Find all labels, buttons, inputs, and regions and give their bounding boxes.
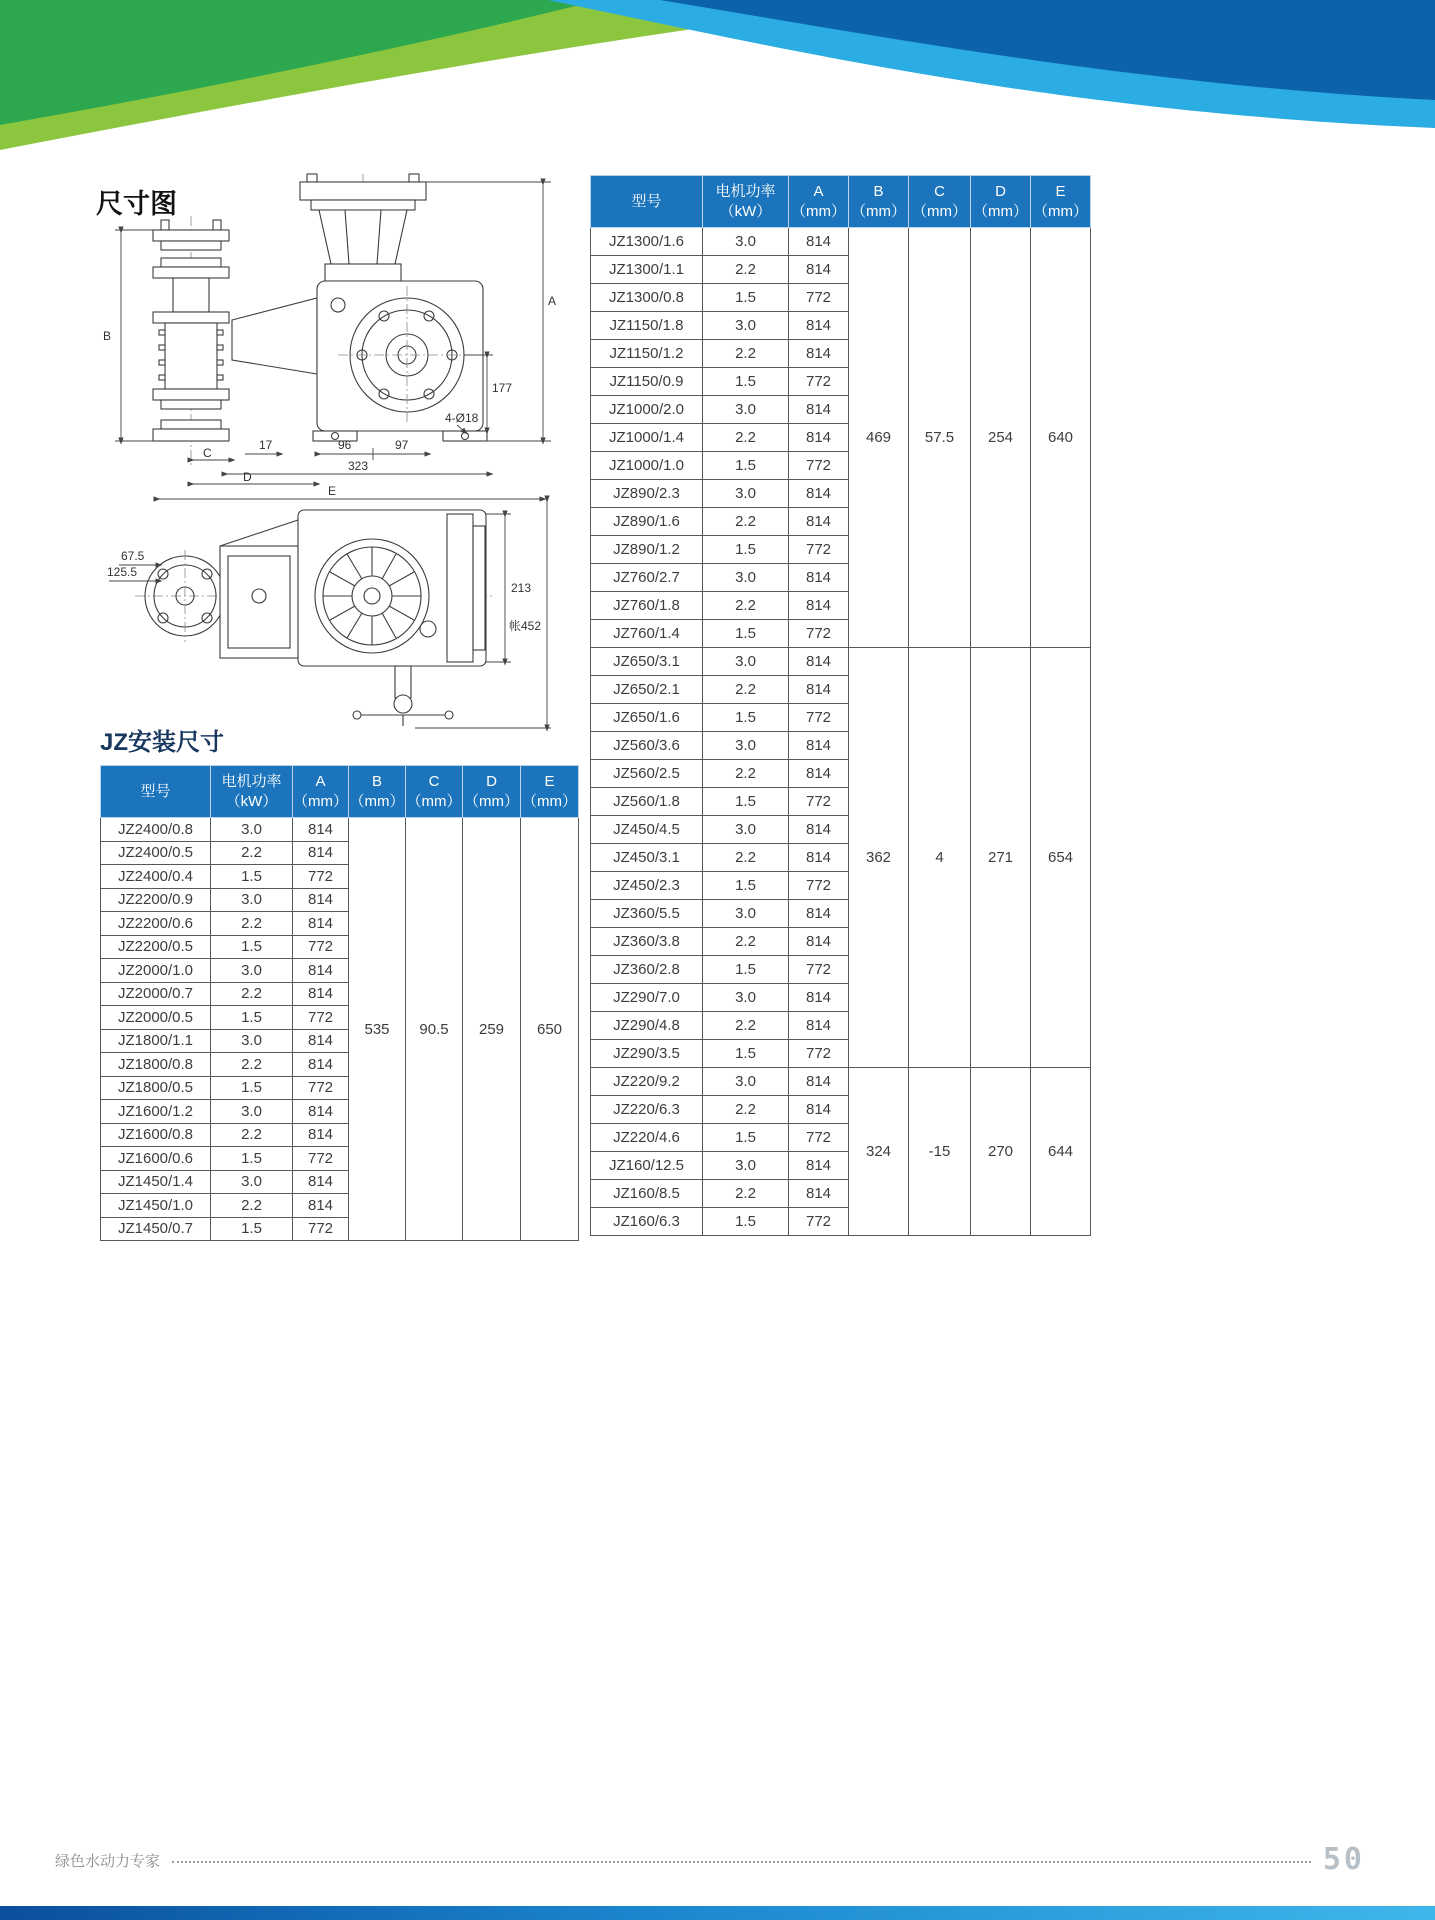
table-header [101,766,579,818]
cell-dim-d-merged: 270 [971,1068,1031,1236]
cell-dim-d-merged: 259 [463,818,521,1241]
cell-power: 2.2 [703,508,789,536]
cell-dim-a: 814 [293,818,349,842]
cell-model: JZ1600/1.2 [101,1100,211,1124]
table-row [591,1068,1091,1096]
cell-power: 1.5 [703,452,789,480]
cell-power: 3.0 [211,959,293,983]
cell-model: JZ560/2.5 [591,760,703,788]
cell-power: 3.0 [211,1029,293,1053]
cell-dim-a: 814 [789,228,849,256]
table-header [591,176,1091,228]
cell-model: JZ2000/0.7 [101,982,211,1006]
cell-dim-a: 814 [789,1180,849,1208]
cell-dim-a: 772 [789,536,849,564]
cell-dim-b-merged: 469 [849,228,909,648]
cell-model: JZ760/2.7 [591,564,703,592]
cell-dim-a: 772 [789,452,849,480]
cell-power: 2.2 [211,1053,293,1077]
cell-dim-d-merged: 254 [971,228,1031,648]
cell-dim-c-merged: 4 [909,648,971,1068]
cell-dim-a: 772 [789,704,849,732]
col-header-a: A （mm） [789,176,849,228]
cell-model: JZ890/1.6 [591,508,703,536]
col-header-model: 型号 [101,766,211,818]
cell-dim-a: 814 [789,312,849,340]
cell-model: JZ760/1.4 [591,620,703,648]
cell-dim-a: 814 [293,1123,349,1147]
cell-power: 3.0 [703,228,789,256]
cell-dim-c-merged: -15 [909,1068,971,1236]
cell-power: 1.5 [703,1040,789,1068]
cell-power: 2.2 [703,592,789,620]
cell-power: 1.5 [703,1124,789,1152]
dim-label-125: 125.5 [107,565,138,579]
cell-power: 1.5 [211,935,293,959]
bottom-valve [353,666,453,726]
cell-model: JZ1600/0.8 [101,1123,211,1147]
cell-model: JZ650/1.6 [591,704,703,732]
cell-model: JZ360/3.8 [591,928,703,956]
cell-dim-a: 772 [789,1040,849,1068]
cell-model: JZ2400/0.8 [101,818,211,842]
col-header-d: D （mm） [971,176,1031,228]
cell-model: JZ360/5.5 [591,900,703,928]
cell-model: JZ1600/0.6 [101,1147,211,1171]
reducer-cone [232,298,317,374]
cell-model: JZ760/1.8 [591,592,703,620]
cell-power: 3.0 [703,312,789,340]
dim-label-bolt: 4-Ø18 [445,411,479,425]
cell-dim-a: 814 [789,564,849,592]
cell-dim-a: 772 [293,865,349,889]
cell-model: JZ1300/1.1 [591,256,703,284]
cell-model: JZ220/4.6 [591,1124,703,1152]
install-table-right [590,175,1091,1236]
table-body [101,818,579,1241]
col-header-d: D （mm） [463,766,521,818]
page-title: 尺寸图 [96,189,177,219]
dim-label-213: 213 [511,581,532,595]
cell-power: 2.2 [211,1123,293,1147]
col-header-b: B （mm） [349,766,406,818]
dim-label-96: 96 [338,438,352,452]
cell-dim-a: 772 [293,1217,349,1241]
cell-dim-a: 814 [789,928,849,956]
cell-model: JZ360/2.8 [591,956,703,984]
page-number: 50 [1322,1842,1365,1877]
cell-dim-a: 814 [293,982,349,1006]
cell-dim-a: 814 [789,732,849,760]
cell-dim-a: 772 [789,620,849,648]
cell-dim-a: 814 [293,912,349,936]
cell-model: JZ650/2.1 [591,676,703,704]
cell-power: 2.2 [703,676,789,704]
cell-model: JZ1000/2.0 [591,396,703,424]
cell-dim-a: 814 [789,1068,849,1096]
cell-model: JZ890/2.3 [591,480,703,508]
cell-power: 2.2 [211,982,293,1006]
cell-dim-a: 814 [293,1170,349,1194]
cell-model: JZ450/2.3 [591,872,703,900]
cell-model: JZ1450/1.0 [101,1194,211,1218]
cell-dim-e-merged: 644 [1031,1068,1091,1236]
cell-dim-a: 814 [789,900,849,928]
cell-model: JZ2200/0.5 [101,935,211,959]
header-decoration [0,0,1435,170]
dim-label-177: 177 [492,381,513,395]
cell-dim-e-merged: 650 [521,818,579,1241]
cell-power: 1.5 [703,704,789,732]
col-header-a: A （mm） [293,766,349,818]
cell-model: JZ160/8.5 [591,1180,703,1208]
cell-power: 1.5 [703,536,789,564]
cell-power: 3.0 [703,480,789,508]
cell-model: JZ1000/1.0 [591,452,703,480]
col-header-power: 电机功率 （kW） [211,766,293,818]
cell-model: JZ650/3.1 [591,648,703,676]
cell-power: 3.0 [211,1100,293,1124]
cell-model: JZ450/4.5 [591,816,703,844]
cell-dim-b-merged: 535 [349,818,406,1241]
cell-model: JZ1150/1.8 [591,312,703,340]
cell-power: 3.0 [703,396,789,424]
footer-brand: 绿色水动力专家 [55,1852,161,1870]
cell-dim-a: 772 [789,872,849,900]
cell-power: 1.5 [703,284,789,312]
mounting-bracket [220,520,298,658]
cell-dim-a: 814 [789,676,849,704]
dimension-drawing [95,168,570,738]
cell-model: JZ1300/0.8 [591,284,703,312]
cell-model: JZ1300/1.6 [591,228,703,256]
gear-housing [298,510,486,666]
cell-dim-a: 814 [789,256,849,284]
cell-dim-b-merged: 324 [849,1068,909,1236]
cell-model: JZ290/4.8 [591,1012,703,1040]
cell-dim-a: 772 [789,1124,849,1152]
cell-power: 3.0 [703,732,789,760]
cell-power: 1.5 [211,1217,293,1241]
cell-power: 2.2 [703,1012,789,1040]
cell-power: 3.0 [703,1152,789,1180]
cell-dim-a: 772 [789,788,849,816]
bottom-accent-bar [0,1906,1435,1920]
cell-dim-b-merged: 362 [849,648,909,1068]
cell-model: JZ2400/0.5 [101,841,211,865]
cell-dim-c-merged: 90.5 [406,818,463,1241]
cell-power: 3.0 [211,818,293,842]
suction-pipe-assembly [153,216,229,468]
dim-label-B: B [103,329,112,343]
cell-dim-a: 772 [293,1076,349,1100]
cell-dim-a: 814 [789,648,849,676]
green-swoosh-dark [0,0,600,125]
cell-power: 1.5 [703,1208,789,1236]
cell-power: 1.5 [211,1076,293,1100]
table-row [591,648,1091,676]
footer-divider [172,1861,1311,1863]
cell-model: JZ2000/1.0 [101,959,211,983]
cell-model: JZ450/3.1 [591,844,703,872]
cell-power: 1.5 [211,865,293,889]
front-view [103,174,556,484]
cell-dim-a: 814 [293,841,349,865]
cell-model: JZ2000/0.5 [101,1006,211,1030]
cell-power: 2.2 [703,424,789,452]
cell-model: JZ290/7.0 [591,984,703,1012]
motor-mount [300,174,426,288]
cell-power: 3.0 [703,1068,789,1096]
cell-power: 2.2 [703,760,789,788]
cell-dim-a: 814 [293,1194,349,1218]
cell-model: JZ1450/1.4 [101,1170,211,1194]
cell-power: 3.0 [703,564,789,592]
cell-dim-a: 814 [789,1096,849,1124]
cell-dim-a: 772 [293,1147,349,1171]
side-view [107,484,551,728]
cell-power: 2.2 [703,256,789,284]
col-header-b: B （mm） [849,176,909,228]
cell-dim-a: 814 [293,1029,349,1053]
cell-model: JZ1000/1.4 [591,424,703,452]
cell-dim-a: 814 [789,984,849,1012]
col-header-model: 型号 [591,176,703,228]
cell-dim-c-merged: 57.5 [909,228,971,648]
cell-dim-e-merged: 654 [1031,648,1091,1068]
dim-label-97: 97 [395,438,409,452]
cell-model: JZ2200/0.6 [101,912,211,936]
cell-power: 2.2 [703,340,789,368]
cell-dim-a: 772 [789,956,849,984]
cell-power: 2.2 [703,928,789,956]
cell-dim-a: 814 [789,508,849,536]
col-header-power: 电机功率 （kW） [703,176,789,228]
cell-model: JZ1150/0.9 [591,368,703,396]
cell-dim-a: 772 [293,935,349,959]
cell-dim-a: 814 [293,888,349,912]
cell-model: JZ2200/0.9 [101,888,211,912]
col-header-e: E （mm） [1031,176,1091,228]
cell-dim-a: 772 [789,368,849,396]
cell-model: JZ1450/0.7 [101,1217,211,1241]
cell-model: JZ1800/0.5 [101,1076,211,1100]
cell-model: JZ160/12.5 [591,1152,703,1180]
cell-model: JZ290/3.5 [591,1040,703,1068]
install-table-left [100,765,579,1241]
cell-power: 2.2 [703,1096,789,1124]
cell-dim-a: 814 [789,844,849,872]
cell-model: JZ890/1.2 [591,536,703,564]
dim-label-17: 17 [259,438,273,452]
cell-dim-a: 772 [293,1006,349,1030]
cell-model: JZ220/6.3 [591,1096,703,1124]
cell-dim-a: 814 [789,1012,849,1040]
cell-power: 1.5 [703,956,789,984]
cell-model: JZ560/3.6 [591,732,703,760]
dim-label-323: 323 [348,459,369,473]
cell-dim-a: 814 [293,1100,349,1124]
table-row [101,818,579,842]
cell-dim-a: 814 [789,816,849,844]
cell-power: 2.2 [703,844,789,872]
cell-power: 1.5 [703,368,789,396]
header-row [101,766,579,818]
table-body [591,228,1091,1236]
dim-label-E: E [328,484,337,498]
header-row [591,176,1091,228]
cell-dim-a: 814 [789,760,849,788]
cell-dim-a: 814 [789,396,849,424]
cell-power: 2.2 [211,912,293,936]
cell-power: 1.5 [703,788,789,816]
cell-dim-a: 814 [789,480,849,508]
col-header-e: E （mm） [521,766,579,818]
cell-dim-a: 814 [789,424,849,452]
cell-model: JZ220/9.2 [591,1068,703,1096]
cell-power: 3.0 [703,984,789,1012]
cell-power: 3.0 [211,1170,293,1194]
table-row [591,228,1091,256]
cell-dim-a: 772 [789,284,849,312]
install-title: JZ安装尺寸 [100,729,225,756]
dim-label-67: 67.5 [121,549,145,563]
cell-dim-a: 814 [789,592,849,620]
cell-dim-d-merged: 271 [971,648,1031,1068]
dim-label-D: D [243,470,252,484]
cell-dim-a: 814 [293,959,349,983]
dim-label-452: 帐452 [509,619,542,633]
cell-power: 1.5 [703,620,789,648]
cell-power: 1.5 [211,1147,293,1171]
cell-power: 3.0 [211,888,293,912]
cell-power: 3.0 [703,900,789,928]
cell-dim-a: 814 [789,340,849,368]
cell-model: JZ1800/0.8 [101,1053,211,1077]
cell-power: 2.2 [703,1180,789,1208]
cell-power: 1.5 [211,1006,293,1030]
cell-model: JZ160/6.3 [591,1208,703,1236]
cell-power: 2.2 [211,841,293,865]
cell-power: 1.5 [703,872,789,900]
cell-dim-a: 772 [789,1208,849,1236]
cell-power: 2.2 [211,1194,293,1218]
cell-dim-a: 814 [293,1053,349,1077]
col-header-c: C （mm） [909,176,971,228]
footer [55,1842,1365,1877]
cell-power: 3.0 [703,648,789,676]
cell-power: 3.0 [703,816,789,844]
cell-dim-a: 814 [789,1152,849,1180]
cell-dim-e-merged: 640 [1031,228,1091,648]
cell-model: JZ560/1.8 [591,788,703,816]
col-header-c: C （mm） [406,766,463,818]
cell-model: JZ2400/0.4 [101,865,211,889]
cell-model: JZ1150/1.2 [591,340,703,368]
dim-label-C: C [203,446,212,460]
cell-model: JZ1800/1.1 [101,1029,211,1053]
dim-label-A: A [548,294,557,308]
